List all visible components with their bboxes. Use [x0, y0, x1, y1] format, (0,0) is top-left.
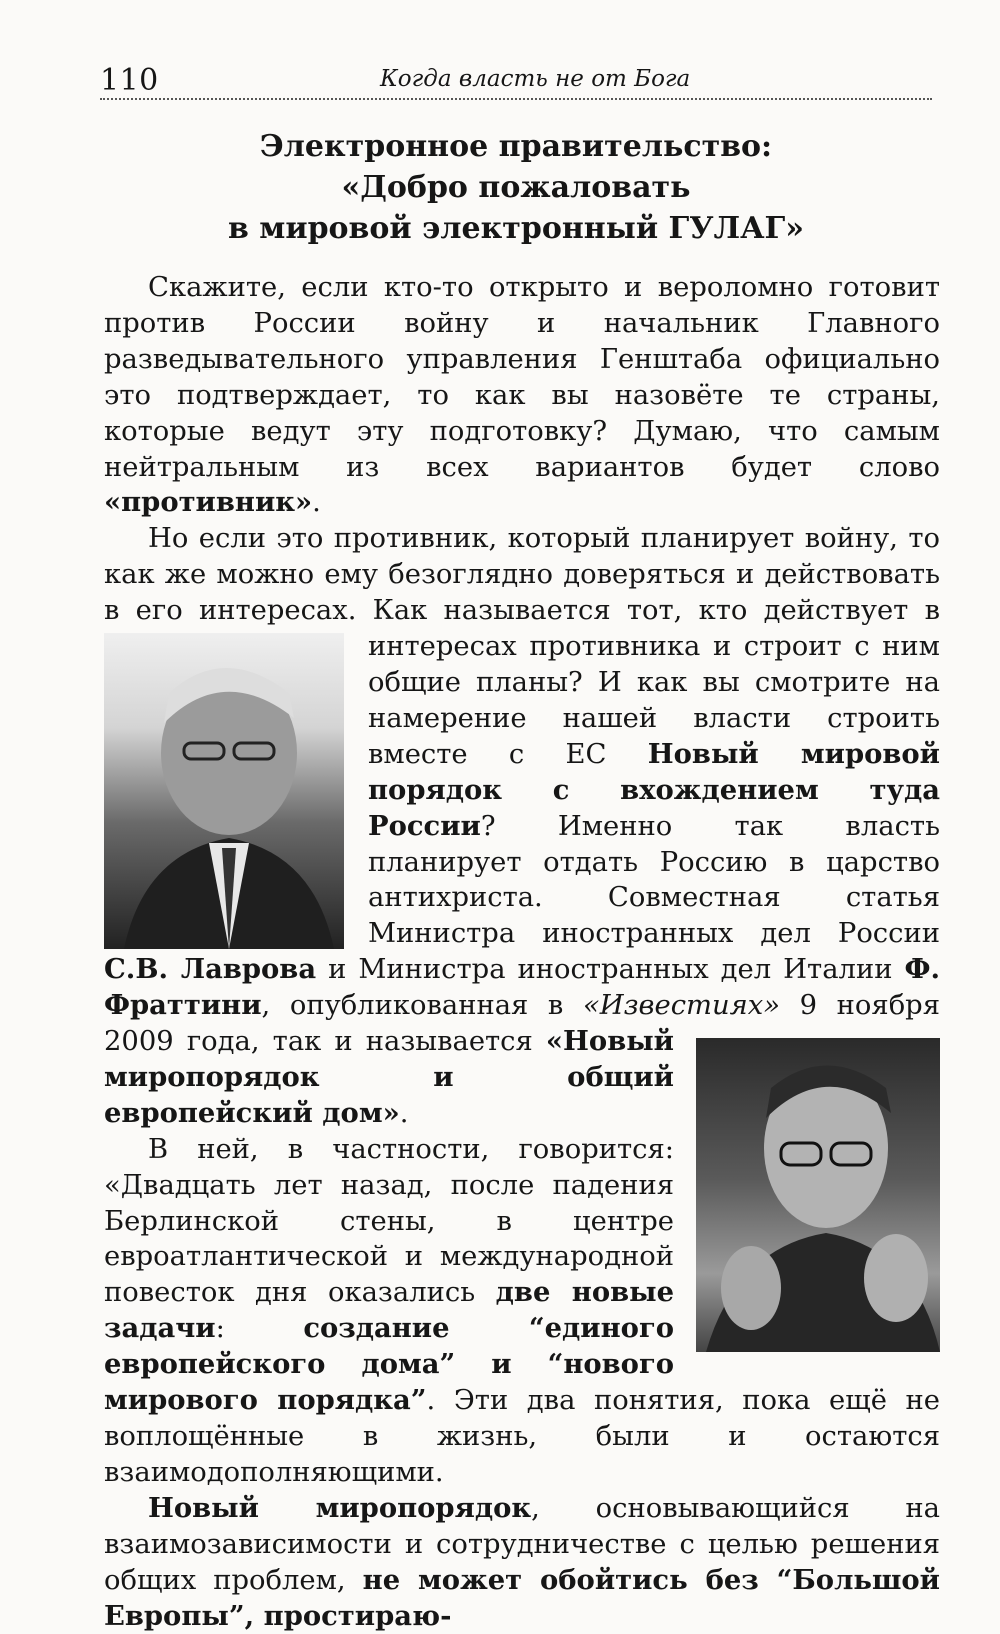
bold-run: «Новый миропорядок и общий европейский дом»	[104, 1025, 674, 1129]
paragraph-4	[104, 1491, 940, 1634]
running-header	[100, 58, 932, 100]
italic-run: «Известиях»	[582, 990, 780, 1022]
page-number: 110	[100, 63, 159, 98]
text-run: 9 ноября 2009 года, так и называется	[104, 990, 940, 1057]
bold-run: не может обойтись без “Большой Европы”, простираю-	[104, 1563, 940, 1632]
text-run: .	[399, 1097, 409, 1129]
title-line-1: Электронное правительство:	[259, 129, 773, 164]
bold-run: Ф. Фраттини	[104, 953, 941, 1022]
text-run: и Министра иностранных дел Италии	[316, 954, 905, 986]
text-run: . Эти два понятия, пока ещё не воплощённые в жизнь, были и остаются взаимодополняющими.	[104, 1385, 940, 1488]
paragraph-2	[104, 521, 940, 1131]
body-text	[104, 270, 940, 1634]
title-line-3: в мировой электронный ГУЛАГ»	[227, 211, 805, 246]
text-run: , опубликованная в	[261, 990, 583, 1022]
text-run: :	[215, 1313, 304, 1345]
text-run: Скажите, если кто-то открыто и вероломно готовит против России войну и начальник Главного разведывательного управления Генштаба официально это подтверждает, то как вы назовёте те страны, которые ведут эту подготовку? Думаю, что самым нейтральным из всех вариантов будет слово	[104, 272, 940, 483]
title-line-2: «Добро пожаловать	[341, 170, 691, 205]
paragraph-1	[104, 270, 940, 521]
text-run: .	[312, 487, 321, 519]
running-title: Когда власть не от Бога	[380, 66, 691, 92]
bold-run: Новый мировой порядок с вхождением туда России	[368, 737, 940, 842]
bold-run: создание “единого европейского дома” и “нового мирового порядка”	[104, 1312, 674, 1417]
portrait-photo-frattini	[696, 1038, 940, 1352]
chapter-title	[100, 126, 932, 249]
text-run: В ней, в частности, говорится: «Двадцать лет назад, после падения Берлинской стены, в центре евроатлантической и международной повесток дня оказались	[104, 1133, 674, 1309]
bold-run: две новые задачи	[104, 1276, 675, 1345]
bold-run: Новый миропорядок	[148, 1491, 532, 1524]
text-run: Но если это противник, который планирует войну, то как же можно ему безоглядно доверяться и действовать в его интересах. Как называется тот, кто действует в интересах противника и строит с ним общие планы? И как вы смотрите на намерение нашей власти строить вместе с ЕС	[104, 523, 940, 769]
portrait-photo-lavrov	[104, 633, 344, 949]
text-run: , основывающийся на взаимозависимости и сотрудничестве с целью решения общих проблем,	[104, 1492, 941, 1596]
bold-run: «противник»	[104, 486, 313, 519]
bold-run: С.В. Лаврова	[104, 953, 317, 986]
text-run: ? Именно так власть планирует отдать Россию в царство антихриста. Совместная статья Министра иностранных дел России	[368, 810, 940, 950]
